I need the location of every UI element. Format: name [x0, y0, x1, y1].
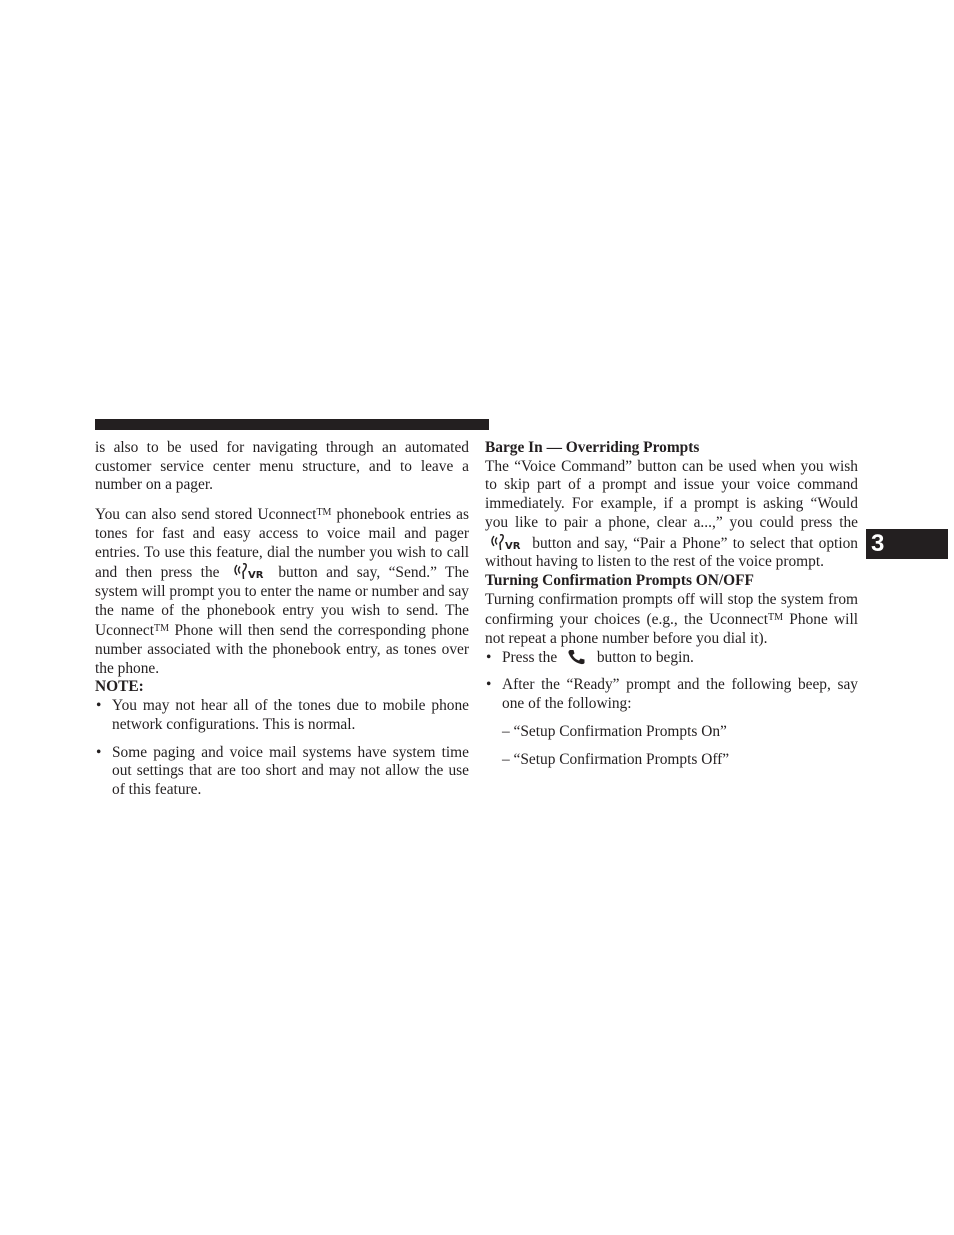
svg-text:VR: VR [247, 570, 264, 581]
trademark-mark: TM [768, 612, 784, 624]
phone-handset-icon [567, 649, 587, 665]
list-item: • Press the button to begin. [486, 648, 694, 666]
paragraph-phonebook-tones: You can also send stored Uconnect™ phonebook entries as tones for fast and easy access to voice mail and pager entries. To use this feature, dial the number you wish to call and then press the VR button and say, “Send.” The system will prompt you to enter the name or number and say the name of the phonebook entry you wish to send. The Uconnect™ Phone will then send the corresponding phone number associated with the phonebook entry, as tones over the phone. [95, 506, 469, 677]
paragraph-automated-menu: is also to be used for navigating through an automated customer service center menu structure, and to leave a number on a pager. [95, 439, 469, 494]
right-column [485, 439, 858, 769]
chapter-tab: 3 [866, 529, 948, 559]
trademark-mark: TM [316, 507, 332, 519]
trademark-mark: TM [153, 623, 169, 635]
bullet-icon: • [486, 648, 492, 666]
section-rule [95, 419, 489, 430]
note-heading: NOTE: [95, 678, 144, 696]
paragraph-confirmation-prompts: Turning confirmation prompts off will stop the system from confirming your choices (e.g., the Uconnect™ Phone will not repeat a phone number before you dial it). [485, 590, 858, 648]
list-item: • After the “Ready” prompt and the following beep, say one of the following: [486, 676, 858, 713]
list-item: • Some paging and voice mail systems have system time out settings that are too short and may not allow the use of this feature. [96, 743, 469, 798]
note-list [95, 697, 469, 800]
option-prompts-on: – “Setup Confirmation Prompts On” [502, 722, 727, 740]
bullet-icon: • [486, 676, 492, 694]
bullet-icon: • [96, 697, 102, 715]
left-column [95, 439, 469, 800]
section-heading-confirmation-prompts: Turning Confirmation Prompts ON/OFF [485, 571, 754, 589]
voice-command-vr-icon [232, 562, 266, 580]
svg-text:VR: VR [505, 540, 521, 551]
section-heading-barge-in: Barge In — Overriding Prompts [485, 439, 700, 456]
bullet-icon: • [96, 743, 102, 761]
list-item: • You may not hear all of the tones due to mobile phone network configurations. This is normal. [96, 697, 469, 733]
paragraph-barge-in: The “Voice Command” button can be used when you wish to skip part of a prompt and issue your voice command immediately. For example, if a prompt is asking “Would you like to pair a phone, clear a...,” you could press the VR button and say, “Pair a Phone” to select that option without having to listen to the rest of the voice prompt. [485, 457, 858, 571]
steps-list [485, 649, 858, 714]
option-prompts-off: – “Setup Confirmation Prompts Off” [502, 750, 730, 768]
voice-command-vr-icon [489, 533, 523, 551]
